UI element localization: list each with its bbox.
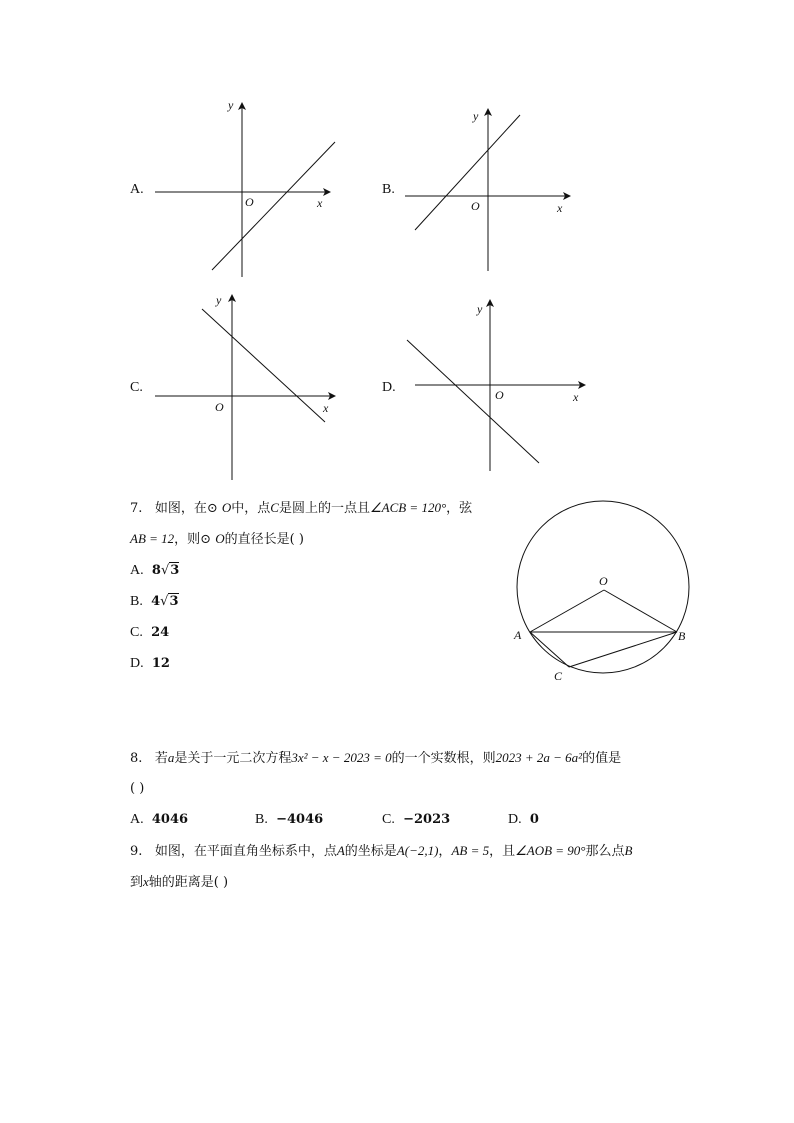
q9-text: 那么点: [585, 844, 625, 859]
radicand: 3: [169, 594, 179, 609]
q7-text: ，则: [174, 532, 201, 547]
q9-text: 轴的距离是( ): [148, 875, 229, 890]
math-expression: 2023 + 2a − 6a²: [495, 750, 583, 765]
q9-line1: [130, 842, 632, 861]
math-angle: ∠ACB = 120°: [369, 500, 447, 515]
segment-ac: [530, 632, 569, 667]
q8-option-b: [255, 811, 323, 829]
q7-option-d: [130, 655, 170, 673]
q8-text: 是关于一元二次方程: [174, 751, 292, 766]
graph-d: [400, 295, 595, 475]
q8-text: 的值是: [582, 751, 622, 766]
math-o: O: [221, 500, 232, 515]
q7-text: 的直径长是( ): [224, 532, 304, 547]
math-x: x: [143, 874, 149, 889]
option-label: C.: [382, 812, 395, 827]
q8-option-a: [130, 811, 188, 829]
math-a: a: [167, 750, 175, 765]
option-value: 24: [151, 625, 170, 640]
option-value: 12: [151, 656, 170, 671]
option-a-label: A.: [130, 182, 144, 197]
circle-symbol: ⊙: [200, 532, 212, 547]
option-value: −2023: [403, 812, 451, 827]
graph-b: [400, 105, 580, 275]
q8-option-c: [382, 811, 450, 829]
math-c: C: [270, 500, 279, 515]
math-ab: AB = 12: [130, 531, 175, 546]
q7-line2: [130, 530, 304, 549]
x-label: x: [323, 401, 329, 415]
q9-line2: [130, 873, 228, 892]
q7-text: 如图，在: [154, 501, 207, 516]
option-label: D.: [130, 656, 144, 671]
option-label: A.: [130, 812, 144, 827]
math-a: A: [336, 843, 345, 858]
segment-oa: [530, 590, 604, 632]
q9-text: 到: [130, 875, 144, 890]
option-value: −4046: [276, 812, 324, 827]
option-value: 0: [529, 812, 539, 827]
option-label: C.: [130, 625, 143, 640]
q7-text: 中，点: [231, 501, 271, 516]
math-angle: ∠AOB = 90°: [515, 843, 586, 858]
q8-text: 若: [154, 751, 168, 766]
graph-line: [407, 340, 539, 463]
option-label: B.: [255, 812, 268, 827]
circle-figure: [505, 495, 700, 685]
q8-line1: [130, 749, 621, 768]
q9-text: 的坐标是: [344, 844, 397, 859]
math-equation: 3x² − x − 2023 = 0: [291, 750, 392, 765]
option-label: B.: [130, 594, 143, 609]
origin-label: O: [495, 388, 504, 402]
math-o: O: [215, 531, 225, 546]
option-value: 4: [151, 594, 161, 609]
q7-line1: [130, 499, 472, 518]
circle-symbol: ⊙: [206, 501, 218, 516]
graph-c: [150, 290, 350, 485]
y-label: y: [473, 109, 479, 123]
math-b: B: [624, 843, 633, 858]
segment-ob: [604, 590, 677, 632]
option-c-label: C.: [130, 380, 143, 395]
q9-text: ，且: [489, 844, 516, 859]
y-label: y: [477, 302, 483, 316]
point-o-label: O: [599, 574, 608, 588]
x-label: x: [557, 201, 563, 215]
origin-label: O: [471, 199, 480, 213]
option-d-label: D.: [382, 380, 396, 395]
q8-text: 的一个实数根，则: [391, 751, 496, 766]
x-label: x: [573, 390, 579, 404]
segment-cb: [569, 632, 677, 667]
q8-option-d: [508, 811, 539, 829]
point-b-label: B: [678, 629, 686, 643]
q7-text: 是圆上的一点且: [278, 501, 370, 516]
graph-a: [150, 95, 350, 285]
radicand: 3: [170, 563, 180, 578]
math-coordinate: A(−2,1): [396, 843, 439, 858]
point-a-label: A: [514, 628, 522, 642]
origin-label: O: [245, 195, 254, 209]
q9-text: 如图，在平面直角坐标系中，点: [154, 844, 337, 859]
q7-option-b: B. 4√3: [130, 594, 179, 609]
q8-number: 8.: [130, 751, 143, 766]
y-label: y: [216, 293, 222, 307]
graph-line: [415, 115, 520, 230]
q9-text: ，: [438, 844, 452, 859]
point-c-label: C: [554, 669, 563, 683]
q7-option-a: A. 8√3: [130, 563, 180, 578]
q7-option-c: [130, 624, 169, 642]
q7-text: ，弦: [446, 501, 473, 516]
option-value: 8: [151, 563, 161, 578]
q7-number: 7.: [130, 501, 143, 516]
origin-label: O: [215, 400, 224, 414]
math-ab: AB = 5: [451, 843, 490, 858]
option-b-label: B.: [382, 182, 395, 197]
y-label: y: [228, 98, 234, 112]
q8-paren: ( ): [130, 781, 145, 796]
option-label: D.: [508, 812, 522, 827]
option-label: A.: [130, 563, 144, 578]
x-label: x: [317, 196, 323, 210]
option-value: 4046: [151, 812, 189, 827]
q9-number: 9.: [130, 844, 143, 859]
